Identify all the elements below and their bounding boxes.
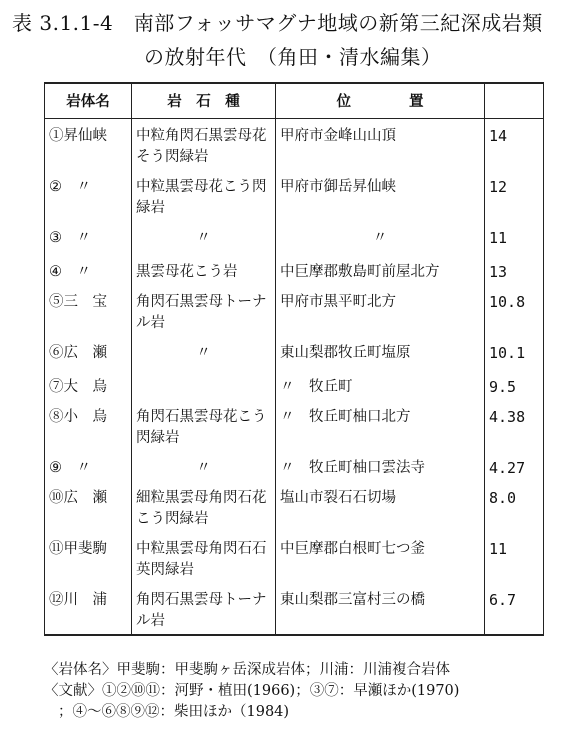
body-name-cell: ①昇仙峡	[45, 119, 132, 171]
location-cell: 塩山市裂石石切場	[276, 481, 485, 532]
body-name-cell: ⑫川 浦	[45, 583, 132, 635]
body-name-cell: ⑤三 宝	[45, 285, 132, 336]
age-cell: 6.7	[485, 583, 544, 635]
caption-line-2: の放射年代 （角田・清水編集）	[144, 45, 442, 69]
rock-type-cell: 〃	[132, 451, 276, 481]
table-row	[45, 370, 544, 400]
body-name-cell: ② 〃	[45, 170, 132, 221]
note-references: 〈文献〉①②⑩⑪：河野・植田(1966)；③⑦：早瀬ほか(1970)	[44, 683, 460, 699]
caption-line-1: 表 3.1.1-4 南部フォッサマグナ地域の新第三紀深成岩類	[12, 11, 543, 35]
location-cell: 〃 牧丘町柚口雲法寺	[276, 451, 485, 481]
table-header-row	[45, 83, 544, 119]
age-cell: 12	[485, 170, 544, 221]
rock-type-cell: 中粒黒雲母花こう閃緑岩	[132, 170, 276, 221]
age-cell: 10.1	[485, 336, 544, 370]
location-cell: 中巨摩郡白根町七つ釜	[276, 532, 485, 583]
table-notes	[44, 660, 564, 723]
table-row	[45, 481, 544, 532]
location-cell: 甲府市金峰山山頂	[276, 119, 485, 171]
rock-type-cell: 中粒角閃石黒雲母花そう閃緑岩	[132, 119, 276, 171]
table-row	[45, 285, 544, 336]
age-cell: 8.0	[485, 481, 544, 532]
body-name-cell: ⑧小 烏	[45, 400, 132, 451]
age-cell: 11	[485, 532, 544, 583]
table-row	[45, 400, 544, 451]
body-name-cell: ⑩広 瀬	[45, 481, 132, 532]
rock-type-cell: 角閃石黒雲母花こう閃緑岩	[132, 400, 276, 451]
table-row	[45, 451, 544, 481]
rock-type-cell: 黒雲母花こう岩	[132, 255, 276, 285]
location-cell: 東山梨郡三富村三の橋	[276, 583, 485, 635]
age-cell: 9.5	[485, 370, 544, 400]
rock-type-cell: 角閃石黒雲母トーナル岩	[132, 285, 276, 336]
table-row	[45, 170, 544, 221]
body-name-cell: ⑦大 烏	[45, 370, 132, 400]
location-cell: 〃 牧丘町柚口北方	[276, 400, 485, 451]
rock-type-cell: 〃	[132, 336, 276, 370]
body-name-cell: ④ 〃	[45, 255, 132, 285]
note-body-names: 〈岩体名〉甲斐駒：甲斐駒ヶ岳深成岩体；川浦：川浦複合岩体	[44, 662, 450, 678]
body-name-cell: ⑥広 瀬	[45, 336, 132, 370]
age-cell: 10.8	[485, 285, 544, 336]
location-cell: 甲府市黒平町北方	[276, 285, 485, 336]
header-location: 位 置	[276, 83, 485, 119]
header-rock-type: 岩 石 種	[132, 83, 276, 119]
age-cell: 13	[485, 255, 544, 285]
location-cell: 甲府市御岳昇仙峡	[276, 170, 485, 221]
age-cell: 11	[485, 221, 544, 255]
rock-type-cell: 〃	[132, 221, 276, 255]
rock-type-cell: 角閃石黒雲母トーナル岩	[132, 583, 276, 635]
note-references-cont: ；④～⑥⑧⑨⑫：柴田ほか（1984)	[58, 704, 290, 720]
age-cell: 4.38	[485, 400, 544, 451]
table-caption	[12, 6, 572, 74]
table-row	[45, 221, 544, 255]
table-row	[45, 532, 544, 583]
body-name-cell: ⑨ 〃	[45, 451, 132, 481]
header-age	[485, 83, 544, 119]
location-cell: 中巨摩郡敷島町前屋北方	[276, 255, 485, 285]
location-cell: 〃 牧丘町	[276, 370, 485, 400]
body-name-cell: ③ 〃	[45, 221, 132, 255]
rock-type-cell	[132, 370, 276, 400]
age-cell: 14	[485, 119, 544, 171]
table-row	[45, 119, 544, 171]
location-cell: 〃	[276, 221, 485, 255]
rock-type-cell: 中粒黒雲母角閃石石英閃緑岩	[132, 532, 276, 583]
table-body	[45, 119, 544, 636]
table-row	[45, 336, 544, 370]
table-row	[45, 255, 544, 285]
header-body-name: 岩体名	[45, 83, 132, 119]
location-cell: 東山梨郡牧丘町塩原	[276, 336, 485, 370]
age-cell: 4.27	[485, 451, 544, 481]
rock-type-cell: 細粒黒雲母角閃石花こう閃緑岩	[132, 481, 276, 532]
table-row	[45, 583, 544, 635]
body-name-cell: ⑪甲斐駒	[45, 532, 132, 583]
radiometric-age-table	[44, 82, 544, 636]
